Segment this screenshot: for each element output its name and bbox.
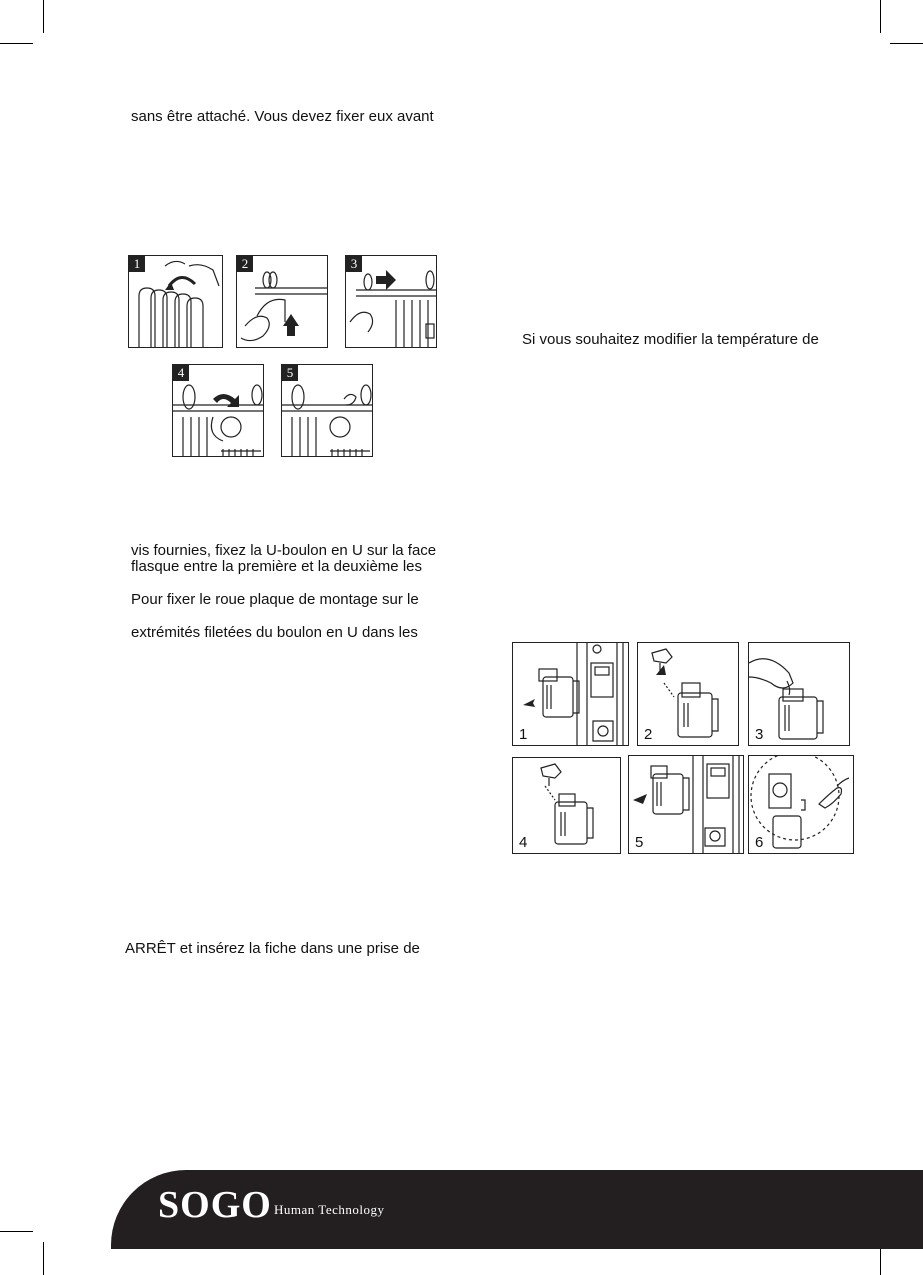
panel-number: 6 xyxy=(755,834,764,851)
fill-water-illustration xyxy=(749,643,849,745)
tank-panel xyxy=(512,757,621,854)
assembly-panel xyxy=(236,255,328,348)
panel-number: 5 xyxy=(282,365,298,381)
tank-panel xyxy=(748,642,850,746)
panel-number: 1 xyxy=(129,256,145,272)
assembly-panel xyxy=(345,255,437,348)
paragraph-line: flasque entre la première et la deuxième les xyxy=(131,558,422,575)
crop-mark xyxy=(43,0,44,33)
assembly-panel xyxy=(281,364,373,457)
brand-tagline: Human Technology xyxy=(274,1202,385,1217)
cap-screw-illustration xyxy=(513,758,620,853)
tank-panel xyxy=(637,642,739,746)
brand-logo: SOGO xyxy=(158,1184,272,1226)
tank-figure xyxy=(498,628,862,880)
tank-panel xyxy=(748,755,854,854)
assembly-panel xyxy=(128,255,223,348)
crop-mark xyxy=(0,43,33,44)
tank-remove-illustration xyxy=(513,643,628,745)
assembly-figure xyxy=(126,253,436,458)
paragraph-line: sans être attaché. Vous devez fixer eux avant xyxy=(131,108,434,125)
crop-mark xyxy=(890,43,923,44)
panel-number: 2 xyxy=(644,726,653,743)
paragraph-line: ARRÊT et insérez la fiche dans une prise de xyxy=(125,940,420,957)
paragraph-line: vis fournies, fixez la U-boulon en U sur la face xyxy=(131,542,437,559)
tank-panel xyxy=(628,755,744,854)
switch-on-illustration xyxy=(749,756,853,853)
assembly-panel xyxy=(172,364,264,457)
panel-number: 3 xyxy=(755,726,764,743)
panel-number: 5 xyxy=(635,834,644,851)
cap-unscrew-illustration xyxy=(638,643,738,745)
panel-number: 3 xyxy=(346,256,362,272)
crop-mark xyxy=(0,1231,33,1232)
tank-panel xyxy=(512,642,629,746)
panel-number: 4 xyxy=(173,365,189,381)
paragraph-line: Pour fixer le roue plaque de montage sur le xyxy=(131,591,419,608)
panel-number: 2 xyxy=(237,256,253,272)
panel-number: 1 xyxy=(519,726,528,743)
crop-mark xyxy=(880,0,881,33)
paragraph-line: Si vous souhaitez modifier la température de xyxy=(522,331,819,348)
crop-mark xyxy=(43,1242,44,1275)
paragraph-line: extrémités filetées du boulon en U dans les xyxy=(131,624,418,641)
panel-number: 4 xyxy=(519,834,528,851)
tank-insert-illustration xyxy=(629,756,743,853)
